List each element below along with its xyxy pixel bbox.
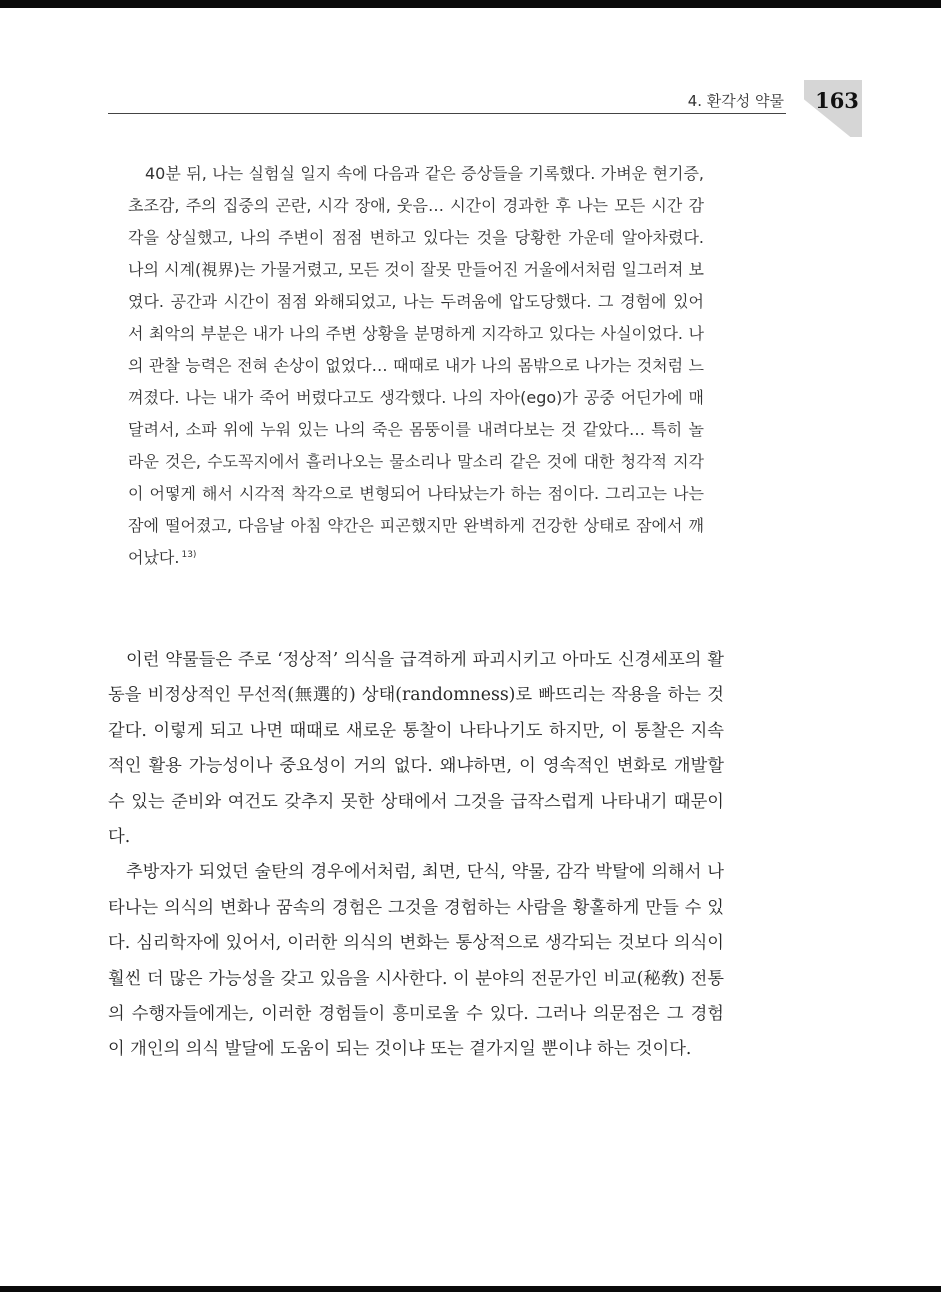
top-border-bar: [0, 0, 941, 8]
bottom-border-bar: [0, 1286, 941, 1292]
body-text: [108, 643, 724, 1068]
body-paragraph-1: 이런 약물들은 주로 ‘정상적’ 의식을 급격하게 파괴시키고 아마도 신경세포의 활동을 비정상적인 무선적(無選的) 상태(randomness)로 빠뜨리는 작용을 하는 것 같다. 이렇게 되고 나면 때때로 새로운 통찰이 나타나기도 하지만, 이 통찰은 지속적인 활용 가능성이나 중요성이 거의 없다. 왜냐하면, 이 영속적인 변화로 개발할 수 있는 준비와 여건도 갖추지 못한 상태에서 그것을 급작스럽게 나타내기 때문이다.: [108, 650, 724, 848]
running-head: 4. 환각성 약물: [687, 92, 784, 110]
page-number: 163: [815, 88, 859, 113]
footnote-reference: 13): [181, 550, 197, 560]
body-paragraph-2: 추방자가 되었던 술탄의 경우에서처럼, 최면, 단식, 약물, 감각 박탈에 의해서 나타나는 의식의 변화나 꿈속의 경험은 그것을 경험하는 사람을 황홀하게 만들 수 있다. 심리학자에 있어서, 이러한 의식의 변화는 통상적으로 생각되는 것보다 의식이 훨씬 더 많은 가능성을 갖고 있음을 시사한다. 이 분야의 전문가인 비교(秘敎) 전통의 수행자들에게는, 이러한 경험들이 흥미로울 수 있다. 그러나 의문점은 그 경험이 개인의 의식 발달에 도움이 되는 것이냐 또는 곁가지일 뿐이냐 하는 것이다.: [108, 862, 724, 1060]
block-quote: [128, 158, 704, 574]
block-quote-text: 40분 뒤, 나는 실험실 일지 속에 다음과 같은 증상들을 기록했다. 가벼운 현기증, 초조감, 주의 집중의 곤란, 시각 장애, 웃음… 시간이 경과한 후 나는 모든 시간 감각을 상실했고, 나의 주변이 점점 변하고 있다는 것을 당황한 가운데 알아차렸다. 나의 시계(視界)는 가물거렸고, 모든 것이 잘못 만들어진 거울에서처럼 일그러져 보였다. 공간과 시간이 점점 와해되었고, 나는 두려움에 압도당했다. 그 경험에 있어서 최악의 부분은 내가 나의 주변 상황을 분명하게 지각하고 있다는 사실이었다. 나의 관찰 능력은 전혀 손상이 없었다… 때때로 내가 나의 몸밖으로 나가는 것처럼 느껴졌다. 나는 내가 죽어 버렸다고도 생각했다. 나의 자아(ego)가 공중 어딘가에 매달려서, 소파 위에 누워 있는 나의 죽은 몸뚱이를 내려다보는 것 같았다… 특히 놀라운 것은, 수도꼭지에서 흘러나오는 물소리나 말소리 같은 것에 대한 청각적 지각이 어떻게 해서 시각적 착각으로 변형되어 나타났는가 하는 점이다. 그리고는 나는 잠에 떨어졌고, 다음날 아침 약간은 피곤했지만 완벽하게 건강한 상태로 잠에서 깨어났다.: [128, 164, 704, 567]
header-rule: [108, 113, 786, 114]
